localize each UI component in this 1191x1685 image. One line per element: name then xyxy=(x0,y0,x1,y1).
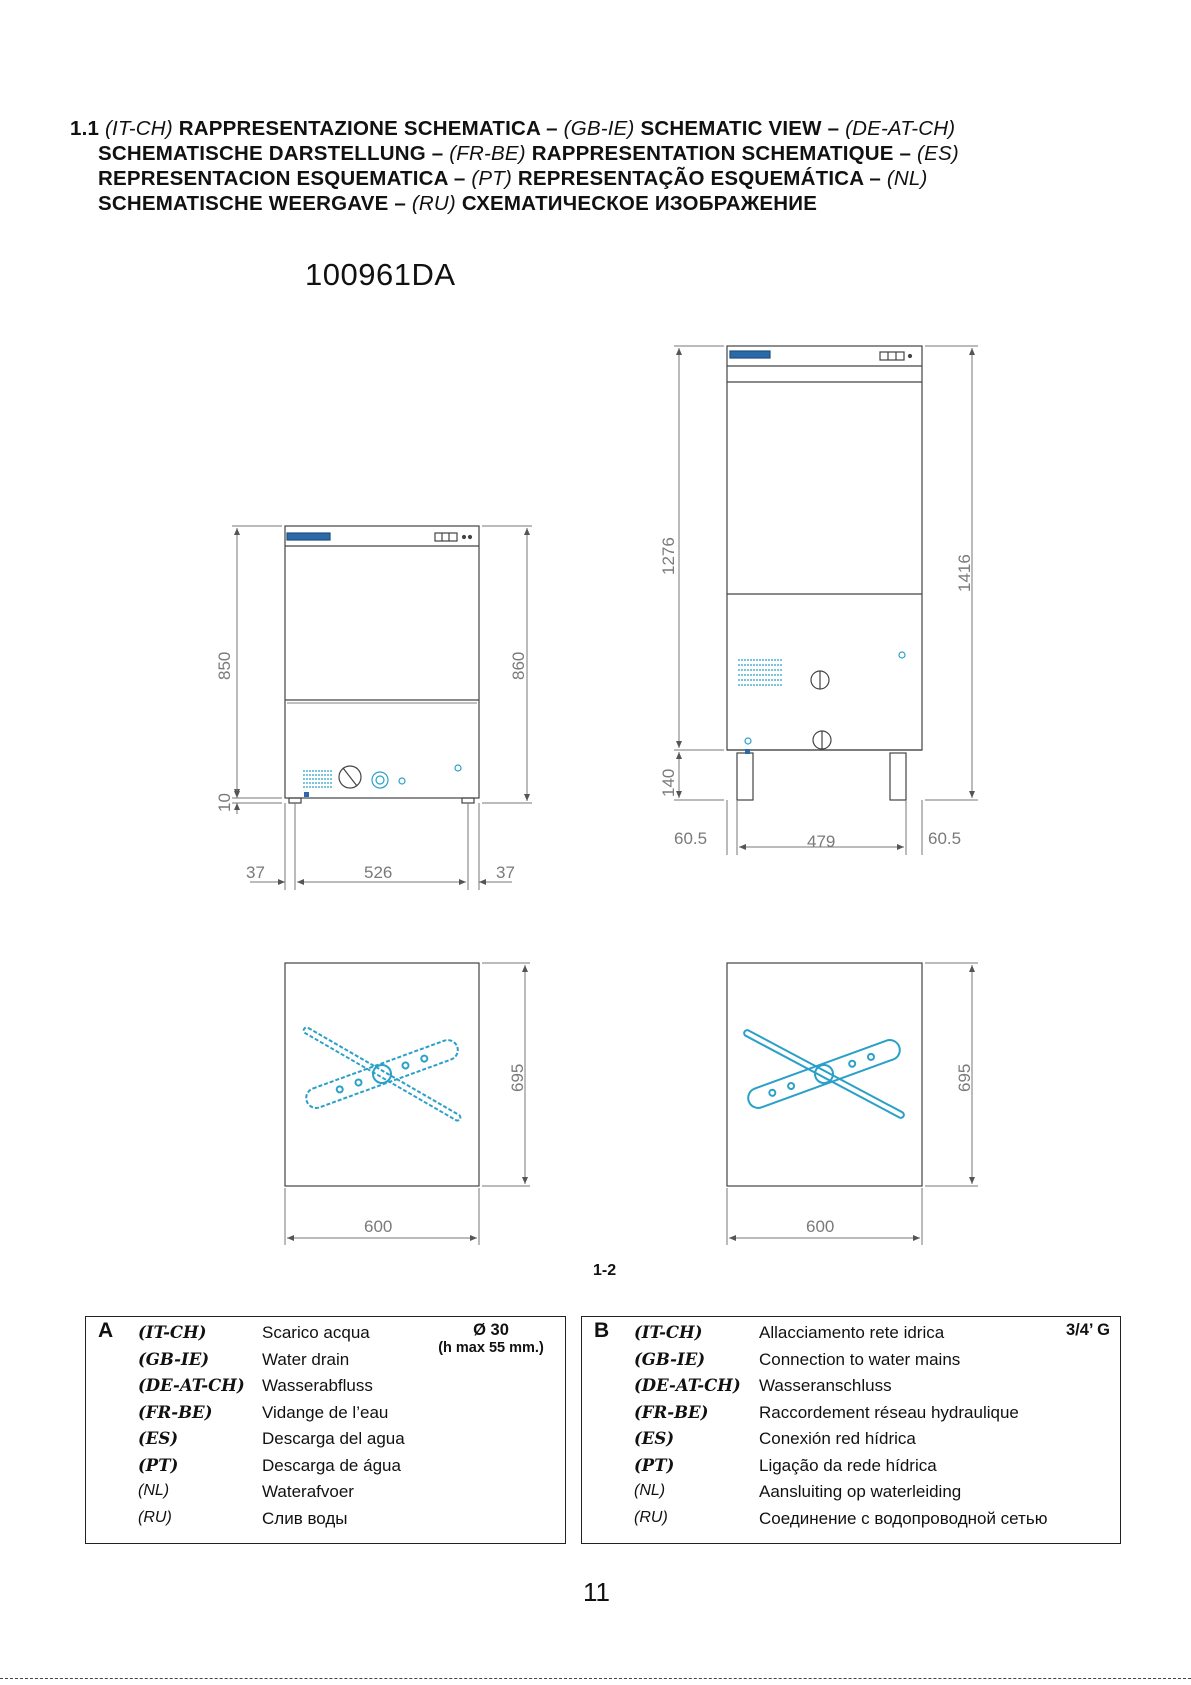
legend-text: Слив воды xyxy=(262,1508,348,1528)
spec-water-inlet: 3/4’ G xyxy=(1065,1321,1110,1339)
lang-code: (DE-AT-CH) xyxy=(634,1376,741,1395)
lang-code: (RU) xyxy=(634,1508,668,1526)
dim-leg-right: 60.5 xyxy=(928,829,962,848)
lang-code: (PT) xyxy=(634,1455,675,1475)
section-number: 1.1 xyxy=(70,117,100,140)
legend-text: Descarga de água xyxy=(262,1455,401,1475)
legend-box-b xyxy=(581,1316,1121,1544)
legend-box-a xyxy=(85,1316,566,1544)
lang-code: (NL) xyxy=(138,1482,170,1499)
lang-code: (DE-AT-CH) xyxy=(845,117,956,140)
dim-side-gap-left: 37 xyxy=(246,863,265,882)
heading-text: RAPPRESENTATION SCHEMATIQUE – xyxy=(531,142,912,165)
lang-code: (GB-IE) xyxy=(563,117,635,140)
dim-hood-height: 1276 xyxy=(659,537,678,575)
lang-code: (FR-BE) xyxy=(138,1402,213,1422)
top-view-right xyxy=(727,963,922,1186)
dim-base-height: 140 xyxy=(659,768,678,797)
legend-text: Waterafvoer xyxy=(262,1482,354,1501)
lang-code: (ES) xyxy=(917,142,959,165)
legend-text: Water drain xyxy=(262,1349,350,1369)
hood-view xyxy=(727,346,922,800)
lang-code: (PT) xyxy=(138,1455,179,1475)
lang-code: (PT) xyxy=(471,167,512,190)
dim-leg-span: 479 xyxy=(807,832,836,851)
page-number: 11 xyxy=(583,1577,610,1607)
lang-code: (GB-IE) xyxy=(634,1349,706,1369)
legend-text: Scarico acqua xyxy=(262,1323,370,1342)
spec-drain xyxy=(426,1321,556,1356)
legend-text: Connection to water mains xyxy=(759,1349,961,1369)
lang-code: (RU) xyxy=(411,192,456,215)
spec-main: Ø 30 xyxy=(473,1321,509,1339)
heading-text: СХЕМАТИЧЕСКОЕ ИЗОБРАЖЕНИЕ xyxy=(461,192,818,215)
legend-text: Wasserabfluss xyxy=(262,1376,373,1395)
lang-code: (FR-BE) xyxy=(634,1402,709,1422)
dim-width-inner: 526 xyxy=(364,863,393,882)
lang-code: (NL) xyxy=(886,167,928,190)
legend-text: Соединение с водопроводной сетью xyxy=(759,1508,1048,1528)
heading-text: REPRESENTAÇÃO ESQUEMÁTICA – xyxy=(517,167,881,190)
dim-hood-total: 1416 xyxy=(955,554,974,592)
lang-code: (FR-BE) xyxy=(449,142,526,165)
dim-top-width-1: 600 xyxy=(364,1217,393,1236)
heading-text: REPRESENTACION ESQUEMATICA – xyxy=(98,167,466,190)
page-bottom-rule xyxy=(0,1678,1191,1679)
lang-code: (ES) xyxy=(634,1429,675,1448)
legend-text: Aansluiting op waterleiding xyxy=(759,1482,962,1501)
lang-code: (IT-CH) xyxy=(634,1323,703,1342)
lang-code: (GB-IE) xyxy=(138,1349,210,1369)
dim-top-width-2: 600 xyxy=(806,1217,835,1236)
legend-text: Wasseranschluss xyxy=(759,1376,892,1395)
lang-code: (NL) xyxy=(634,1482,666,1499)
heading-text: SCHEMATISCHE WEERGAVE – xyxy=(98,192,406,215)
legend-letter: A xyxy=(98,1319,114,1342)
lang-code: (ES) xyxy=(138,1429,179,1448)
dim-top-depth-1: 695 xyxy=(508,1063,527,1092)
dim-front-height: 850 xyxy=(215,651,234,680)
heading-text: SCHEMATISCHE DARSTELLUNG – xyxy=(98,142,444,165)
dim-front-total: 860 xyxy=(509,651,528,680)
dim-leg-left: 60.5 xyxy=(674,829,708,848)
legend-text: Ligação da rede hídrica xyxy=(759,1455,937,1475)
legend-text: Descarga del agua xyxy=(262,1429,405,1448)
legend-text: Allacciamento rete idrica xyxy=(759,1323,945,1342)
figure-label: 1-2 xyxy=(593,1262,617,1279)
lang-code: (RU) xyxy=(138,1508,172,1526)
lang-code: (IT-CH) xyxy=(138,1323,207,1342)
lang-code: (IT-CH) xyxy=(105,117,173,140)
heading-text: SCHEMATIC VIEW – xyxy=(640,117,840,140)
legend-text: Conexión red hídrica xyxy=(759,1429,916,1448)
model-code: 100961DA xyxy=(305,257,456,292)
legend-text: Raccordement réseau hydraulique xyxy=(759,1402,1019,1422)
legend-letter: B xyxy=(594,1319,610,1342)
spec-sub: (h max 55 mm.) xyxy=(438,1340,544,1356)
lang-code: (DE-AT-CH) xyxy=(138,1376,245,1395)
front-view xyxy=(285,526,479,803)
dim-side-gap-right: 37 xyxy=(496,863,515,882)
heading-text: RAPPRESENTAZIONE SCHEMATICA – xyxy=(178,117,558,140)
dim-top-depth-2: 695 xyxy=(955,1063,974,1092)
top-view-left xyxy=(285,963,479,1186)
legend-text: Vidange de l’eau xyxy=(262,1402,389,1422)
dim-foot: 10 xyxy=(215,793,234,812)
